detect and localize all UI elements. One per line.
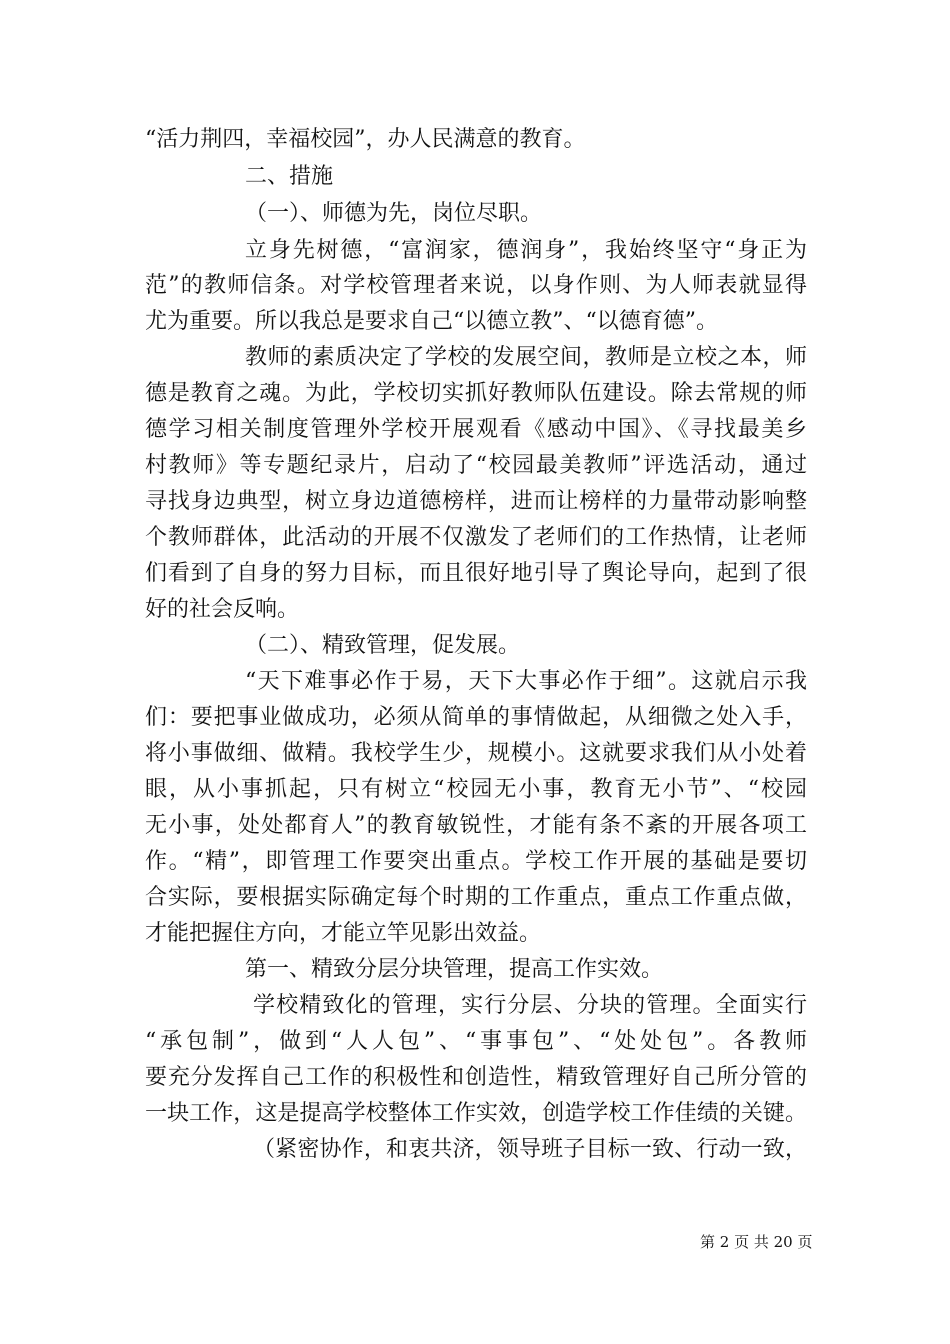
text-line: 才能把握住方向，才能立竿见影出效益。 <box>145 921 542 946</box>
text-line: 作。“精”，即管理工作要突出重点。学校工作开展的基础是要切 <box>145 849 807 874</box>
text-line: 眼，从小事抓起，只有树立“校园无小事，教育无小节”、“校园 <box>145 777 807 802</box>
text-line: 尤为重要。所以我总是要求自己“以德立教”、“以德育德”。 <box>145 309 718 334</box>
subsection-heading: （二）、精致管理，促发展。 <box>245 633 521 658</box>
text-line: 教师的素质决定了学校的发展空间，教师是立校之本，师 <box>245 345 807 370</box>
text-line: 立身先树德，“富润家，德润身”，我始终坚守“身正为 <box>245 238 807 263</box>
text-line: 个教师群体，此活动的开展不仅激发了老师们的工作热情，让老师 <box>145 525 807 550</box>
text-line: 合实际，要根据实际确定每个时期的工作重点，重点工作重点做， <box>145 885 807 910</box>
text-line: 好的社会反响。 <box>145 597 300 622</box>
text-line: 寻找身边典型，树立身边道德榜样，进而让榜样的力量带动影响整 <box>145 489 807 514</box>
text-line: （紧密协作，和衷共济，领导班子目标一致、行动一致， <box>253 1137 807 1162</box>
text-line: 范”的教师信条。对学校管理者来说，以身作则、为人师表就显得 <box>145 273 807 298</box>
text-line: 德学习相关制度管理外学校开展观看《感动中国》、《寻找最美乡 <box>145 417 807 442</box>
text-line: 们看到了自身的努力目标，而且很好地引导了舆论导向，起到了很 <box>145 561 807 586</box>
text-line: “天下难事必作于易，天下大事必作于细”。这就启示我 <box>245 669 807 694</box>
text-line: 一块工作，这是提高学校整体工作实效，创造学校工作佳绩的关键。 <box>145 1101 807 1126</box>
page-number-footer: 第 2 页 共 20 页 <box>700 1233 813 1251</box>
text-line: 要充分发挥自己工作的积极性和创造性，精致管理好自己所分管的 <box>145 1065 807 1090</box>
subsection-heading: （一）、师德为先，岗位尽职。 <box>245 201 543 226</box>
text-line: 将小事做细、做精。我校学生少，规模小。这就要求我们从小处着 <box>145 741 807 766</box>
text-line: 德是教育之魂。为此，学校切实抓好教师队伍建设。除去常规的师 <box>145 381 807 406</box>
text-line: 无小事，处处都育人”的教育敏锐性，才能有条不紊的开展各项工 <box>145 813 807 838</box>
text-line: “活力荆四，幸福校园”，办人民满意的教育。 <box>145 127 586 152</box>
section-heading: 二、措施 <box>245 164 334 189</box>
subsection-heading: 第一、精致分层分块管理，提高工作实效。 <box>245 957 664 982</box>
text-line: 村教师》等专题纪录片，启动了“校园最美教师”评选活动，通过 <box>145 453 807 478</box>
text-line: “承包制”，做到“人人包”、“事事包”、“处处包”。各教师 <box>145 1029 807 1054</box>
text-line: 们：要把事业做成功，必须从简单的事情做起，从细微之处入手， <box>145 705 807 730</box>
text-line: 学校精致化的管理，实行分层、分块的管理。全面实行 <box>253 993 807 1018</box>
